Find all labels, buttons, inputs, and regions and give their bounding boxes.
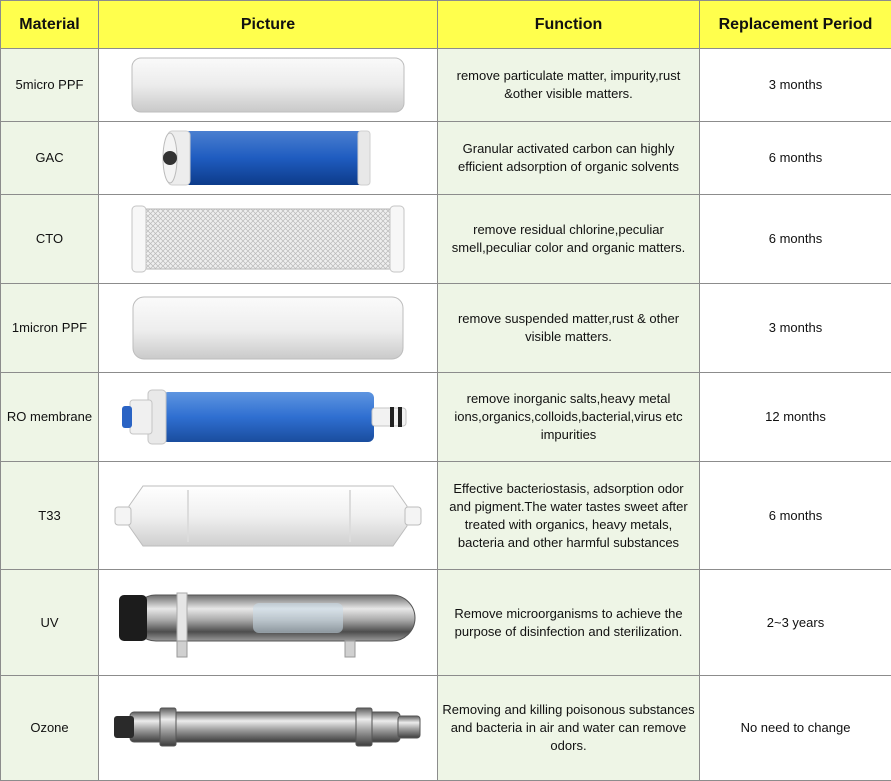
material-cell: 1micron PPF	[1, 284, 99, 373]
picture-cell	[99, 284, 438, 373]
material-cell: UV	[1, 570, 99, 676]
function-cell: remove inorganic salts,heavy metal ions,organics,colloids,bacterial,virus etc impurities	[438, 373, 700, 462]
table-row	[1, 284, 891, 373]
material-cell: GAC	[1, 122, 99, 195]
t33-filter-icon	[113, 476, 423, 556]
ozone-tube-icon	[108, 698, 428, 758]
table-row	[1, 195, 891, 284]
header-function: Function	[438, 1, 700, 49]
function-cell: Remove microorganisms to achieve the purpose of disinfection and sterilization.	[438, 570, 700, 676]
period-cell: 6 months	[700, 122, 891, 195]
period-cell: 2~3 years	[700, 570, 891, 676]
period-cell: 3 months	[700, 49, 891, 122]
header-picture: Picture	[99, 1, 438, 49]
period-cell: 6 months	[700, 462, 891, 570]
function-cell: remove particulate matter, impurity,rust &other visible matters.	[438, 49, 700, 122]
function-cell: remove suspended matter,rust & other visible matters.	[438, 284, 700, 373]
material-cell: Ozone	[1, 676, 99, 781]
table-row	[1, 676, 891, 781]
gac-filter-icon	[160, 125, 376, 191]
picture-cell	[99, 373, 438, 462]
function-cell: Removing and killing poisonous substances and bacteria in air and water can remove odors.	[438, 676, 700, 781]
material-cell: T33	[1, 462, 99, 570]
table-row	[1, 462, 891, 570]
table-row	[1, 570, 891, 676]
header-period: Replacement Period	[700, 1, 891, 49]
table-row	[1, 49, 891, 122]
table-row	[1, 122, 891, 195]
uv-sterilizer-icon	[113, 583, 423, 663]
ro-membrane-icon	[118, 382, 418, 452]
header-row	[1, 1, 891, 49]
period-cell: No need to change	[700, 676, 891, 781]
header-material: Material	[1, 1, 99, 49]
carbon-block-filter-icon	[128, 201, 408, 277]
function-cell: Granular activated carbon can highly efficient adsorption of organic solvents	[438, 122, 700, 195]
pp-cotton-filter-icon	[128, 54, 408, 116]
table-row	[1, 373, 891, 462]
period-cell: 6 months	[700, 195, 891, 284]
material-cell: RO membrane	[1, 373, 99, 462]
picture-cell	[99, 462, 438, 570]
picture-cell	[99, 122, 438, 195]
period-cell: 12 months	[700, 373, 891, 462]
picture-cell	[99, 570, 438, 676]
picture-cell	[99, 49, 438, 122]
pp-cotton-filter-icon	[129, 292, 407, 364]
picture-cell	[99, 676, 438, 781]
function-cell: Effective bacteriostasis, adsorption odor and pigment.The water tastes sweet after treated with organics, heavy metals, bacteria and other harmful substances	[438, 462, 700, 570]
picture-cell	[99, 195, 438, 284]
function-cell: remove residual chlorine,peculiar smell,peculiar color and organic matters.	[438, 195, 700, 284]
period-cell: 3 months	[700, 284, 891, 373]
material-cell: CTO	[1, 195, 99, 284]
material-cell: 5micro PPF	[1, 49, 99, 122]
